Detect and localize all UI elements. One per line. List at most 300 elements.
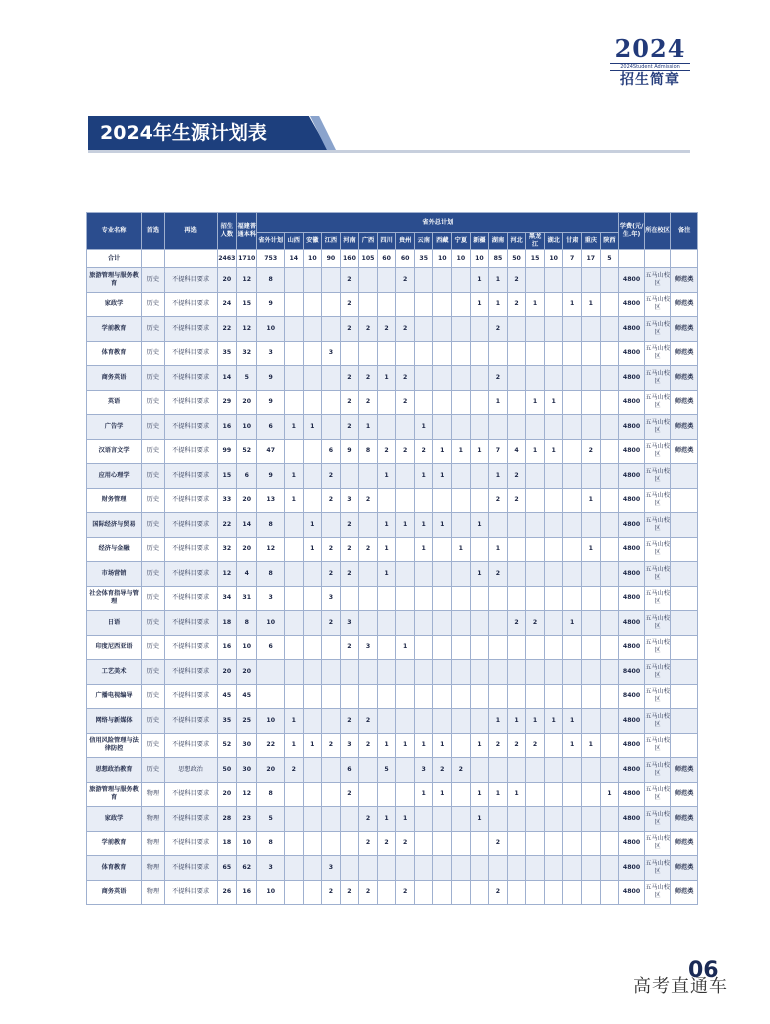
cell-province bbox=[433, 856, 452, 881]
cell-province: 1 bbox=[303, 415, 322, 440]
cell-province bbox=[284, 611, 303, 636]
cell-province: 2 bbox=[359, 807, 378, 832]
cell-province bbox=[563, 684, 582, 709]
col-header-province: 安徽 bbox=[303, 233, 322, 250]
cell-province bbox=[563, 880, 582, 905]
cell-province: 2 bbox=[322, 562, 341, 587]
cell-province bbox=[396, 709, 415, 734]
cell-second: 不提科目要求 bbox=[164, 390, 217, 415]
cell-province bbox=[433, 586, 452, 611]
cell-province: 1 bbox=[581, 488, 600, 513]
cell-fujian: 10 bbox=[237, 415, 257, 440]
cell-fujian: 12 bbox=[237, 782, 257, 807]
cell-province bbox=[452, 733, 471, 758]
col-header-second: 再选 bbox=[164, 213, 217, 250]
cell-enroll: 15 bbox=[217, 464, 236, 489]
cell-province: 1 bbox=[377, 513, 396, 538]
cell-second: 不提科目要求 bbox=[164, 733, 217, 758]
table-row bbox=[87, 709, 698, 734]
cell-province bbox=[359, 660, 378, 685]
cell-province bbox=[507, 513, 526, 538]
cell-campus: 五马山校区 bbox=[644, 366, 671, 391]
cell-province bbox=[396, 856, 415, 881]
cell-province bbox=[581, 635, 600, 660]
cell-province: 3 bbox=[340, 611, 359, 636]
cell-second: 不提科目要求 bbox=[164, 317, 217, 342]
cell-province bbox=[414, 390, 433, 415]
cell-outside: 9 bbox=[257, 464, 285, 489]
total-province-cell: 14 bbox=[284, 250, 303, 268]
cell-note: 师范类 bbox=[671, 439, 698, 464]
cell-outside: 6 bbox=[257, 635, 285, 660]
cell-enroll: 35 bbox=[217, 709, 236, 734]
cell-fee: 4800 bbox=[619, 856, 645, 881]
cell-province bbox=[489, 415, 508, 440]
cell-province bbox=[507, 317, 526, 342]
cell-province bbox=[489, 684, 508, 709]
cell-province: 2 bbox=[359, 880, 378, 905]
cell-province: 1 bbox=[470, 268, 489, 293]
cell-province: 2 bbox=[507, 611, 526, 636]
cell-province bbox=[507, 390, 526, 415]
cell-major: 英语 bbox=[87, 390, 142, 415]
cell-province: 1 bbox=[377, 464, 396, 489]
cell-province bbox=[489, 807, 508, 832]
cell-province bbox=[433, 831, 452, 856]
cell-second: 思想政治 bbox=[164, 758, 217, 783]
cell-province bbox=[600, 341, 619, 366]
cell-major: 学前教育 bbox=[87, 831, 142, 856]
total-province-cell: 85 bbox=[489, 250, 508, 268]
total-province-cell: 10 bbox=[470, 250, 489, 268]
total-fujian: 1710 bbox=[237, 250, 257, 268]
cell-province bbox=[452, 292, 471, 317]
cell-province bbox=[581, 880, 600, 905]
cell-note: 师范类 bbox=[671, 292, 698, 317]
cell-province bbox=[433, 341, 452, 366]
table-row bbox=[87, 390, 698, 415]
cell-province bbox=[526, 341, 545, 366]
cell-campus: 五马山校区 bbox=[644, 317, 671, 342]
cell-major: 旅游管理与服务教育 bbox=[87, 268, 142, 293]
cell-province bbox=[377, 709, 396, 734]
cell-outside: 47 bbox=[257, 439, 285, 464]
cell-province bbox=[433, 807, 452, 832]
cell-fee: 4800 bbox=[619, 488, 645, 513]
cell-note bbox=[671, 611, 698, 636]
cell-province bbox=[433, 366, 452, 391]
cell-province bbox=[340, 807, 359, 832]
cell-province bbox=[470, 341, 489, 366]
cell-outside: 10 bbox=[257, 317, 285, 342]
cell-outside: 3 bbox=[257, 341, 285, 366]
cell-major: 家政学 bbox=[87, 807, 142, 832]
cell-province: 1 bbox=[433, 513, 452, 538]
cell-province bbox=[284, 537, 303, 562]
cell-province bbox=[377, 268, 396, 293]
cell-province: 1 bbox=[284, 464, 303, 489]
cell-province: 1 bbox=[470, 733, 489, 758]
cell-first: 历史 bbox=[142, 611, 164, 636]
cell-province bbox=[433, 562, 452, 587]
cell-province: 1 bbox=[303, 513, 322, 538]
cell-province bbox=[507, 831, 526, 856]
cell-province bbox=[452, 562, 471, 587]
page-number: 06 bbox=[688, 958, 719, 983]
cell-province: 3 bbox=[359, 635, 378, 660]
cell-province bbox=[470, 390, 489, 415]
table-total-row bbox=[87, 250, 698, 268]
cell-campus: 五马山校区 bbox=[644, 635, 671, 660]
cell-fee: 4800 bbox=[619, 366, 645, 391]
cell-fujian: 23 bbox=[237, 807, 257, 832]
cell-fujian: 10 bbox=[237, 635, 257, 660]
cell-province: 3 bbox=[414, 758, 433, 783]
cell-first: 历史 bbox=[142, 390, 164, 415]
col-header-province: 云南 bbox=[414, 233, 433, 250]
cell-province bbox=[303, 366, 322, 391]
cell-enroll: 20 bbox=[217, 782, 236, 807]
cell-province: 2 bbox=[489, 317, 508, 342]
cell-province bbox=[526, 831, 545, 856]
cell-province bbox=[563, 439, 582, 464]
col-header-first: 首选 bbox=[142, 213, 164, 250]
cell-second: 不提科目要求 bbox=[164, 660, 217, 685]
cell-province bbox=[581, 758, 600, 783]
cell-province bbox=[377, 856, 396, 881]
cell-province bbox=[340, 831, 359, 856]
cell-enroll: 20 bbox=[217, 268, 236, 293]
table-row bbox=[87, 415, 698, 440]
cell-province bbox=[452, 513, 471, 538]
cell-province: 2 bbox=[340, 537, 359, 562]
table-row bbox=[87, 513, 698, 538]
cell-province bbox=[600, 317, 619, 342]
cell-province bbox=[507, 415, 526, 440]
cell-first: 物理 bbox=[142, 782, 164, 807]
cell-province bbox=[600, 292, 619, 317]
cell-province: 7 bbox=[489, 439, 508, 464]
cell-province bbox=[470, 488, 489, 513]
cell-fujian: 52 bbox=[237, 439, 257, 464]
cell-province bbox=[322, 684, 341, 709]
cell-province bbox=[359, 758, 378, 783]
cell-province bbox=[303, 562, 322, 587]
cell-province bbox=[396, 341, 415, 366]
cell-province bbox=[470, 537, 489, 562]
cell-province bbox=[489, 856, 508, 881]
cell-province bbox=[433, 635, 452, 660]
cell-province: 1 bbox=[377, 537, 396, 562]
cell-province: 2 bbox=[322, 537, 341, 562]
cell-second: 不提科目要求 bbox=[164, 537, 217, 562]
cell-province bbox=[452, 317, 471, 342]
cell-outside: 22 bbox=[257, 733, 285, 758]
cell-province bbox=[322, 415, 341, 440]
cell-second: 不提科目要求 bbox=[164, 464, 217, 489]
cell-enroll: 52 bbox=[217, 733, 236, 758]
cell-campus: 五马山校区 bbox=[644, 292, 671, 317]
cell-province bbox=[433, 488, 452, 513]
cell-enroll: 33 bbox=[217, 488, 236, 513]
cell-province: 1 bbox=[581, 292, 600, 317]
cell-province: 2 bbox=[340, 562, 359, 587]
total-province-cell: 7 bbox=[563, 250, 582, 268]
cell-major: 经济与金融 bbox=[87, 537, 142, 562]
cell-province bbox=[544, 537, 563, 562]
cell-province bbox=[544, 292, 563, 317]
cell-province bbox=[507, 586, 526, 611]
cell-major: 广播电视编导 bbox=[87, 684, 142, 709]
cell-province bbox=[544, 782, 563, 807]
cell-province: 2 bbox=[340, 709, 359, 734]
cell-province: 1 bbox=[396, 635, 415, 660]
cell-fee: 4800 bbox=[619, 562, 645, 587]
cell-province: 1 bbox=[489, 292, 508, 317]
col-header-enroll: 招生人数 bbox=[217, 213, 236, 250]
cell-province bbox=[396, 782, 415, 807]
cell-province bbox=[600, 856, 619, 881]
cell-province: 1 bbox=[470, 807, 489, 832]
cell-province: 2 bbox=[340, 415, 359, 440]
cell-province: 1 bbox=[433, 439, 452, 464]
cell-province: 5 bbox=[377, 758, 396, 783]
cell-province bbox=[470, 831, 489, 856]
cell-province bbox=[303, 807, 322, 832]
cell-first: 历史 bbox=[142, 684, 164, 709]
cell-province: 2 bbox=[489, 562, 508, 587]
cell-fujian: 20 bbox=[237, 537, 257, 562]
col-header-province: 河南 bbox=[340, 233, 359, 250]
cell-second: 不提科目要求 bbox=[164, 366, 217, 391]
cell-province: 2 bbox=[414, 439, 433, 464]
cell-province bbox=[452, 415, 471, 440]
cell-province: 1 bbox=[544, 709, 563, 734]
cell-province bbox=[303, 488, 322, 513]
cell-province bbox=[581, 366, 600, 391]
total-label: 合计 bbox=[87, 250, 142, 268]
cell-province: 2 bbox=[340, 880, 359, 905]
cell-province bbox=[414, 856, 433, 881]
cell-province bbox=[452, 635, 471, 660]
cell-province bbox=[284, 513, 303, 538]
cell-fee: 4800 bbox=[619, 341, 645, 366]
cell-province: 1 bbox=[359, 415, 378, 440]
cell-province: 1 bbox=[377, 733, 396, 758]
cell-province bbox=[322, 709, 341, 734]
cell-province bbox=[489, 660, 508, 685]
cell-province bbox=[414, 831, 433, 856]
table-row bbox=[87, 660, 698, 685]
watermark-text: 高考直通车 bbox=[633, 976, 728, 997]
cell-province: 2 bbox=[359, 709, 378, 734]
cell-province bbox=[526, 268, 545, 293]
cell-major: 信用风险管理与法律防控 bbox=[87, 733, 142, 758]
cell-province bbox=[414, 880, 433, 905]
cell-first: 物理 bbox=[142, 807, 164, 832]
cell-province bbox=[433, 537, 452, 562]
cell-second: 不提科目要求 bbox=[164, 709, 217, 734]
cell-province: 2 bbox=[359, 537, 378, 562]
cell-province: 4 bbox=[507, 439, 526, 464]
cell-province bbox=[544, 586, 563, 611]
logo-title: 招生简章 bbox=[620, 72, 680, 88]
cell-province bbox=[396, 488, 415, 513]
cell-fujian: 62 bbox=[237, 856, 257, 881]
total-enroll: 2463 bbox=[217, 250, 236, 268]
cell-province bbox=[563, 390, 582, 415]
cell-fee: 4800 bbox=[619, 439, 645, 464]
cell-outside: 8 bbox=[257, 831, 285, 856]
cell-second: 不提科目要求 bbox=[164, 341, 217, 366]
total-province-cell: 15 bbox=[526, 250, 545, 268]
total-province-cell: 60 bbox=[396, 250, 415, 268]
cell-note bbox=[671, 562, 698, 587]
cell-province bbox=[452, 611, 471, 636]
total-province-cell: 105 bbox=[359, 250, 378, 268]
cell-province: 1 bbox=[433, 782, 452, 807]
cell-province bbox=[414, 684, 433, 709]
cell-second: 不提科目要求 bbox=[164, 439, 217, 464]
cell-province bbox=[581, 464, 600, 489]
cell-province bbox=[470, 660, 489, 685]
total-province-cell: 5 bbox=[600, 250, 619, 268]
total-province-cell: 10 bbox=[433, 250, 452, 268]
cell-province bbox=[359, 611, 378, 636]
cell-first: 历史 bbox=[142, 537, 164, 562]
cell-first: 历史 bbox=[142, 660, 164, 685]
cell-province bbox=[563, 562, 582, 587]
cell-province bbox=[526, 562, 545, 587]
cell-province bbox=[581, 268, 600, 293]
col-header-province: 陕西 bbox=[600, 233, 619, 250]
cell-note bbox=[671, 513, 698, 538]
cell-province bbox=[377, 684, 396, 709]
cell-province bbox=[452, 782, 471, 807]
col-header-fee: 学费(元/生.年) bbox=[619, 213, 645, 250]
cell-fee: 4800 bbox=[619, 880, 645, 905]
cell-outside: 8 bbox=[257, 782, 285, 807]
cell-second: 不提科目要求 bbox=[164, 684, 217, 709]
cell-second: 不提科目要求 bbox=[164, 292, 217, 317]
cell-province bbox=[581, 684, 600, 709]
cell-province bbox=[414, 586, 433, 611]
cell-province bbox=[414, 317, 433, 342]
cell-fee: 4800 bbox=[619, 317, 645, 342]
cell-fujian: 30 bbox=[237, 733, 257, 758]
cell-province bbox=[563, 341, 582, 366]
cell-province bbox=[377, 292, 396, 317]
table-row bbox=[87, 782, 698, 807]
cell-note: 师范类 bbox=[671, 856, 698, 881]
cell-fujian: 14 bbox=[237, 513, 257, 538]
cell-province bbox=[359, 268, 378, 293]
col-header-province: 湖南 bbox=[489, 233, 508, 250]
col-header-province: 山西 bbox=[284, 233, 303, 250]
cell-province bbox=[507, 880, 526, 905]
cell-province bbox=[563, 317, 582, 342]
cell-province bbox=[396, 537, 415, 562]
cell-first: 历史 bbox=[142, 366, 164, 391]
cell-province bbox=[377, 488, 396, 513]
cell-province bbox=[396, 611, 415, 636]
cell-province bbox=[452, 586, 471, 611]
cell-province bbox=[600, 635, 619, 660]
cell-major: 商务英语 bbox=[87, 366, 142, 391]
cell-enroll: 20 bbox=[217, 660, 236, 685]
cell-province: 2 bbox=[340, 513, 359, 538]
cell-province: 2 bbox=[340, 635, 359, 660]
cell-note bbox=[671, 709, 698, 734]
cell-province bbox=[563, 856, 582, 881]
cell-province bbox=[303, 586, 322, 611]
cell-province: 2 bbox=[489, 880, 508, 905]
cell-major: 日语 bbox=[87, 611, 142, 636]
cell-fujian: 20 bbox=[237, 660, 257, 685]
cell-province: 1 bbox=[414, 513, 433, 538]
cell-fujian: 30 bbox=[237, 758, 257, 783]
cell-outside: 3 bbox=[257, 856, 285, 881]
cell-province bbox=[544, 562, 563, 587]
cell-province: 2 bbox=[377, 317, 396, 342]
cell-outside: 12 bbox=[257, 537, 285, 562]
cell-province bbox=[489, 611, 508, 636]
cell-enroll: 24 bbox=[217, 292, 236, 317]
cell-province bbox=[377, 782, 396, 807]
cell-major: 财务管理 bbox=[87, 488, 142, 513]
cell-province bbox=[600, 439, 619, 464]
cell-province bbox=[377, 660, 396, 685]
cell-enroll: 99 bbox=[217, 439, 236, 464]
cell-first: 历史 bbox=[142, 635, 164, 660]
cell-province bbox=[600, 268, 619, 293]
cell-province bbox=[489, 635, 508, 660]
cell-province: 1 bbox=[377, 807, 396, 832]
cell-province bbox=[284, 660, 303, 685]
cell-province bbox=[414, 807, 433, 832]
cell-note: 师范类 bbox=[671, 758, 698, 783]
cell-province bbox=[414, 341, 433, 366]
cell-campus: 五马山校区 bbox=[644, 562, 671, 587]
cell-province bbox=[396, 586, 415, 611]
brand-logo bbox=[610, 36, 690, 89]
cell-province bbox=[470, 586, 489, 611]
cell-province bbox=[303, 317, 322, 342]
cell-first: 物理 bbox=[142, 831, 164, 856]
cell-province bbox=[303, 831, 322, 856]
cell-province bbox=[359, 341, 378, 366]
logo-year: 2024 bbox=[614, 34, 686, 63]
cell-campus: 五马山校区 bbox=[644, 758, 671, 783]
cell-province: 1 bbox=[600, 782, 619, 807]
cell-province bbox=[452, 660, 471, 685]
cell-province bbox=[340, 684, 359, 709]
col-header-province: 贵州 bbox=[396, 233, 415, 250]
cell-province bbox=[507, 660, 526, 685]
cell-province bbox=[507, 366, 526, 391]
cell-province: 1 bbox=[396, 733, 415, 758]
cell-province bbox=[359, 292, 378, 317]
table-row bbox=[87, 733, 698, 758]
cell-campus: 五马山校区 bbox=[644, 880, 671, 905]
cell-province bbox=[452, 464, 471, 489]
cell-fujian: 31 bbox=[237, 586, 257, 611]
cell-province bbox=[414, 268, 433, 293]
cell-province bbox=[303, 660, 322, 685]
cell-province bbox=[340, 341, 359, 366]
cell-province: 3 bbox=[322, 856, 341, 881]
cell-province: 2 bbox=[489, 733, 508, 758]
